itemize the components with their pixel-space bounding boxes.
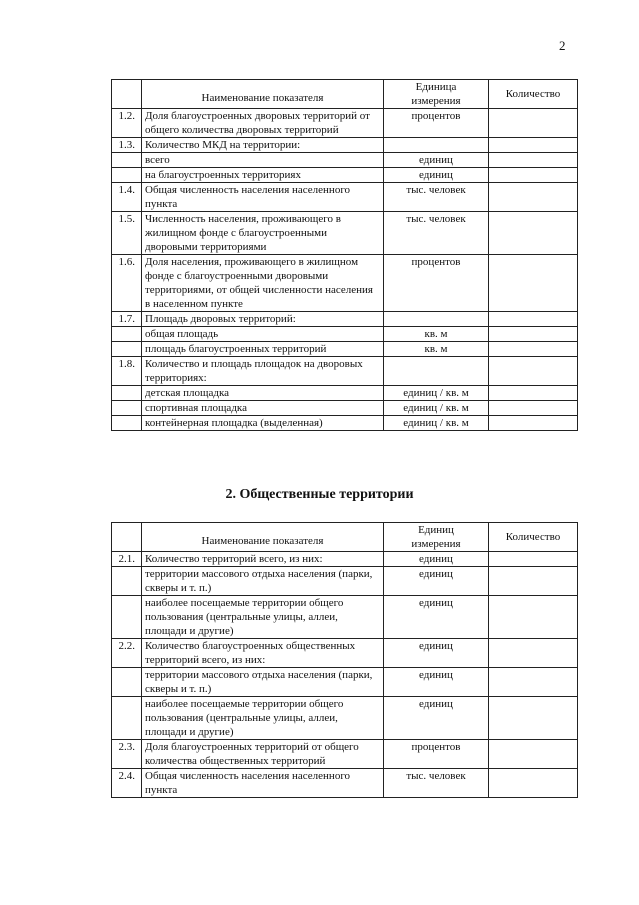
row-indicator-name: Общая численность населения населенного пункта <box>142 769 384 798</box>
table-row <box>112 312 578 327</box>
row-quantity-cell <box>489 386 578 401</box>
row-unit: единиц <box>384 596 489 639</box>
row-quantity-cell <box>489 183 578 212</box>
row-unit: единиц / кв. м <box>384 401 489 416</box>
table-row <box>112 416 578 431</box>
row-number <box>112 697 142 740</box>
header-indicator-name: Наименование показателя <box>142 523 384 552</box>
row-unit <box>384 357 489 386</box>
header-number <box>112 523 142 552</box>
row-number <box>112 567 142 596</box>
row-unit: единиц / кв. м <box>384 386 489 401</box>
row-unit: единиц <box>384 567 489 596</box>
row-indicator-name: всего <box>142 153 384 168</box>
table-row <box>112 596 578 639</box>
row-indicator-name: спортивная площадка <box>142 401 384 416</box>
row-quantity-cell <box>489 552 578 567</box>
page-number: 2 <box>559 38 566 53</box>
table-courtyard-territories <box>111 79 578 431</box>
row-number: 2.2. <box>112 639 142 668</box>
table-row <box>112 255 578 312</box>
table-row <box>112 327 578 342</box>
row-number: 1.5. <box>112 212 142 255</box>
row-indicator-name: Количество благоустроенных общественных территорий всего, из них: <box>142 639 384 668</box>
table-row <box>112 183 578 212</box>
row-number: 2.1. <box>112 552 142 567</box>
row-indicator-name: контейнерная площадка (выделенная) <box>142 416 384 431</box>
row-quantity-cell <box>489 668 578 697</box>
row-unit: тыс. человек <box>384 769 489 798</box>
row-unit: процентов <box>384 255 489 312</box>
row-quantity-cell <box>489 769 578 798</box>
row-quantity-cell <box>489 342 578 357</box>
row-unit: единиц / кв. м <box>384 416 489 431</box>
table-row <box>112 668 578 697</box>
row-indicator-name: Численность населения, проживающего в жилищном фонде с благоустроенными дворовыми территориями <box>142 212 384 255</box>
row-unit <box>384 312 489 327</box>
row-quantity-cell <box>489 312 578 327</box>
row-unit: единиц <box>384 168 489 183</box>
row-unit <box>384 138 489 153</box>
row-quantity-cell <box>489 357 578 386</box>
row-quantity-cell <box>489 740 578 769</box>
header-unit: Единиц измерения <box>384 523 489 552</box>
row-number <box>112 153 142 168</box>
table-row <box>112 109 578 138</box>
row-number <box>112 401 142 416</box>
row-quantity-cell <box>489 416 578 431</box>
row-indicator-name: Количество МКД на территории: <box>142 138 384 153</box>
table-header-row <box>112 523 578 552</box>
row-indicator-name: наиболее посещаемые территории общего пользования (центральные улицы, аллеи, площади и другие) <box>142 697 384 740</box>
row-unit: тыс. человек <box>384 212 489 255</box>
row-indicator-name: Площадь дворовых территорий: <box>142 312 384 327</box>
row-number <box>112 168 142 183</box>
row-number <box>112 596 142 639</box>
section-title: 2. Общественные территории <box>225 487 414 502</box>
row-quantity-cell <box>489 168 578 183</box>
table-row <box>112 401 578 416</box>
row-indicator-name: территории массового отдыха населения (парки, скверы и т. п.) <box>142 668 384 697</box>
row-indicator-name: площадь благоустроенных территорий <box>142 342 384 357</box>
row-indicator-name: Общая численность населения населенного пункта <box>142 183 384 212</box>
table-row <box>112 168 578 183</box>
row-unit: процентов <box>384 740 489 769</box>
row-unit: единиц <box>384 153 489 168</box>
table-header-row <box>112 80 578 109</box>
row-number: 1.6. <box>112 255 142 312</box>
header-quantity: Количество <box>489 523 578 552</box>
row-indicator-name: на благоустроенных территориях <box>142 168 384 183</box>
row-unit: кв. м <box>384 342 489 357</box>
header-unit: Единица измерения <box>384 80 489 109</box>
row-unit: единиц <box>384 552 489 567</box>
row-unit: единиц <box>384 697 489 740</box>
table-row <box>112 567 578 596</box>
table-row <box>112 769 578 798</box>
row-quantity-cell <box>489 153 578 168</box>
row-quantity-cell <box>489 138 578 153</box>
header-number <box>112 80 142 109</box>
row-number: 2.4. <box>112 769 142 798</box>
table-row <box>112 740 578 769</box>
row-unit: процентов <box>384 109 489 138</box>
row-number <box>112 386 142 401</box>
row-quantity-cell <box>489 255 578 312</box>
row-number: 1.2. <box>112 109 142 138</box>
row-number: 1.4. <box>112 183 142 212</box>
table-row <box>112 342 578 357</box>
row-quantity-cell <box>489 401 578 416</box>
row-quantity-cell <box>489 639 578 668</box>
row-indicator-name: Количество территорий всего, из них: <box>142 552 384 567</box>
row-indicator-name: Доля населения, проживающего в жилищном фонде с благоустроенными дворовыми территориями, от общей численности населения в населенном пункте <box>142 255 384 312</box>
row-indicator-name: Количество и площадь площадок на дворовых территориях: <box>142 357 384 386</box>
row-unit: тыс. человек <box>384 183 489 212</box>
row-quantity-cell <box>489 567 578 596</box>
row-indicator-name: территории массового отдыха населения (парки, скверы и т. п.) <box>142 567 384 596</box>
table-row <box>112 138 578 153</box>
row-indicator-name: Доля благоустроенных территорий от общего количества общественных территорий <box>142 740 384 769</box>
row-unit: единиц <box>384 639 489 668</box>
row-number <box>112 416 142 431</box>
row-number: 1.8. <box>112 357 142 386</box>
table-row <box>112 552 578 567</box>
row-quantity-cell <box>489 109 578 138</box>
row-number <box>112 668 142 697</box>
row-unit: единиц <box>384 668 489 697</box>
header-indicator-name: Наименование показателя <box>142 80 384 109</box>
row-quantity-cell <box>489 697 578 740</box>
table-row <box>112 697 578 740</box>
table-row <box>112 153 578 168</box>
row-number: 1.7. <box>112 312 142 327</box>
row-indicator-name: детская площадка <box>142 386 384 401</box>
row-number <box>112 327 142 342</box>
table-row <box>112 386 578 401</box>
table-public-territories <box>111 522 578 798</box>
table-row <box>112 639 578 668</box>
row-indicator-name: общая площадь <box>142 327 384 342</box>
row-number: 2.3. <box>112 740 142 769</box>
table-row <box>112 212 578 255</box>
table-row <box>112 357 578 386</box>
row-quantity-cell <box>489 596 578 639</box>
row-indicator-name: наиболее посещаемые территории общего пользования (центральные улицы, аллеи, площади и другие) <box>142 596 384 639</box>
row-quantity-cell <box>489 327 578 342</box>
row-indicator-name: Доля благоустроенных дворовых территорий от общего количества дворовых территорий <box>142 109 384 138</box>
header-quantity: Количество <box>489 80 578 109</box>
row-unit: кв. м <box>384 327 489 342</box>
row-number: 1.3. <box>112 138 142 153</box>
row-number <box>112 342 142 357</box>
row-quantity-cell <box>489 212 578 255</box>
